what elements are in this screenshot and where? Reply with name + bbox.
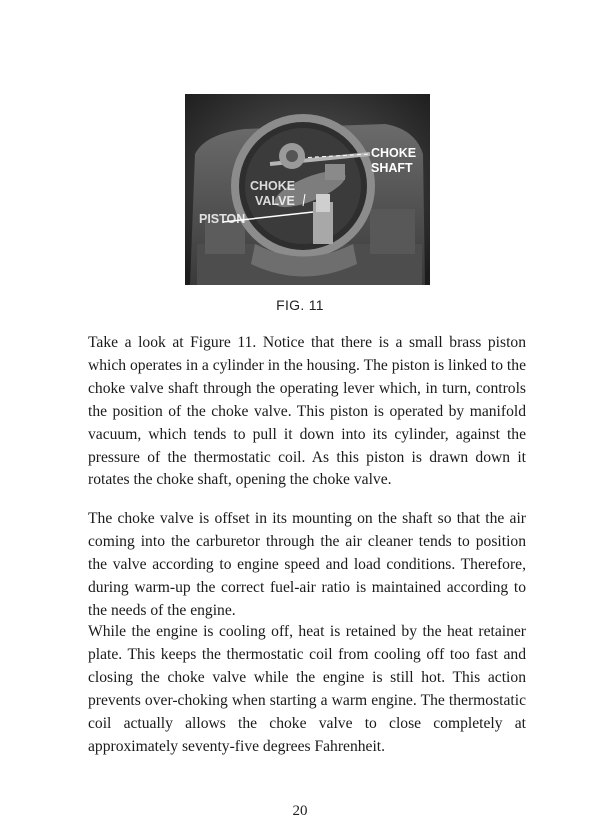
label-choke-shaft-line1: CHOKE (371, 146, 417, 160)
label-choke-valve-line2: VALVE (255, 194, 295, 208)
page-number: 20 (292, 803, 308, 819)
paragraph-3: While the engine is cooling off, heat is retained by the heat retainer plate. This keeps the thermostatic coil from cooling off too fast and closing the choke valve while the engine is still hot. This action prevents over-choking when starting a warm engine. The thermostatic coil actually allows the choke valve to close completely at approximately seventy-five degrees Fahrenheit. (88, 623, 526, 755)
figure-caption: FIG. 11 (276, 297, 324, 313)
label-piston: PISTON (199, 212, 246, 226)
paragraph-1: Take a look at Figure 11. Notice that there is a small brass piston which operates in a cylinder in the housing. The piston is linked to the choke valve shaft through the operating lever which, in turn, controls the position of the choke valve. This piston is operated by manifold vacuum, which tends to pull it down into its cylinder, against the pressure of the thermostatic coil. As this piston is drawn down it rotates the choke shaft, opening the choke valve. (88, 334, 526, 489)
figure-photo (185, 94, 430, 285)
label-choke-valve-line1: CHOKE (250, 179, 296, 193)
paragraph-2: The choke valve is offset in its mounting on the shaft so that the air coming into the carburetor through the air cleaner tends to position the valve according to engine speed and load conditions. Therefore, during warm-up the correct fuel-air ratio is maintained according to the needs of the engine. (88, 510, 526, 619)
label-choke-shaft-line2: SHAFT (371, 161, 413, 175)
